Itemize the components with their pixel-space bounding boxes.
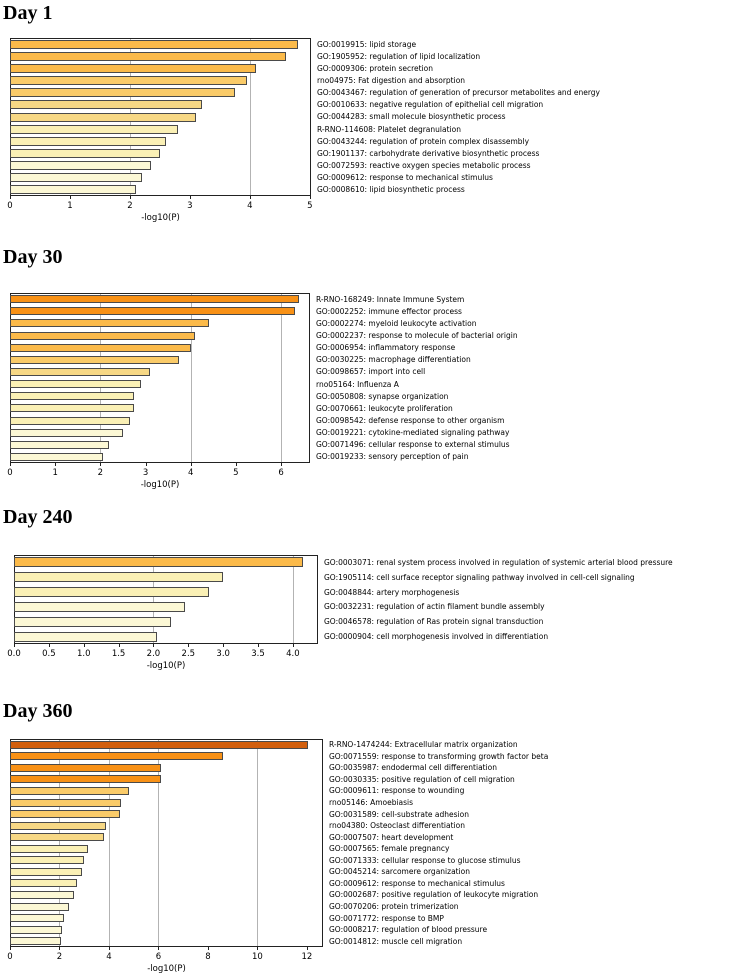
significance-gridline bbox=[257, 740, 258, 946]
chart-title: Day 30 bbox=[3, 246, 63, 268]
x-tick-label: 3 bbox=[142, 468, 149, 478]
x-tick-label: 1 bbox=[52, 468, 58, 478]
bar-category-label: GO:0030225: macrophage differentiation bbox=[316, 355, 471, 365]
bar bbox=[10, 741, 308, 749]
bar bbox=[10, 891, 74, 899]
bar-category-label: GO:0009612: response to mechanical stimulus bbox=[329, 878, 505, 888]
x-tick-mark bbox=[257, 947, 258, 950]
bar-category-label: GO:0008610: lipid biosynthetic process bbox=[317, 185, 465, 195]
bar-category-label: GO:1905114: cell surface receptor signaling pathway involved in cell-cell signaling bbox=[324, 572, 635, 582]
bar-category-label: GO:0030335: positive regulation of cell migration bbox=[329, 774, 515, 784]
x-tick-label: 1.0 bbox=[76, 649, 91, 659]
bar-category-label: GO:0098542: defense response to other organism bbox=[316, 415, 505, 425]
bar bbox=[10, 799, 121, 807]
x-axis-label: -log10(P) bbox=[141, 213, 180, 223]
bar-category-label: GO:0002687: positive regulation of leukocyte migration bbox=[329, 890, 539, 900]
x-tick-label: 5 bbox=[233, 468, 239, 478]
bar-category-label: GO:0071559: response to transforming growth factor beta bbox=[329, 751, 549, 761]
x-tick-label: 2 bbox=[127, 201, 133, 211]
x-tick-label: 2.0 bbox=[146, 649, 161, 659]
bar-category-label: GO:0035987: endodermal cell differentiation bbox=[329, 763, 498, 773]
bar bbox=[10, 926, 62, 934]
bar bbox=[10, 856, 84, 864]
x-tick-label: 6 bbox=[278, 468, 284, 478]
bar-category-label: GO:0014812: muscle cell migration bbox=[329, 936, 463, 946]
bar-category-label: GO:0043467: regulation of generation of precursor metabolites and energy bbox=[317, 88, 600, 98]
bar-category-label: GO:0007507: heart development bbox=[329, 832, 454, 842]
bar bbox=[10, 845, 88, 853]
x-axis-label: -log10(P) bbox=[140, 480, 180, 490]
bar-category-label: GO:0043244: regulation of protein complex disassembly bbox=[317, 136, 530, 146]
bar-category-label: GO:0044283: small molecule biosynthetic process bbox=[317, 112, 506, 122]
bar bbox=[10, 752, 223, 760]
bar bbox=[10, 810, 120, 818]
x-tick-label: 1.5 bbox=[111, 649, 126, 659]
x-tick-mark bbox=[59, 947, 60, 950]
bar-category-label: GO:1901137: carbohydrate derivative biosynthetic process bbox=[317, 148, 540, 158]
bar-category-label: GO:0070661: leukocyte proliferation bbox=[316, 403, 453, 413]
bar-category-label: GO:0006954: inflammatory response bbox=[316, 343, 456, 353]
x-axis-label: -log10(P) bbox=[147, 964, 186, 974]
bar-category-label: GO:0009611: response to wounding bbox=[329, 786, 465, 796]
bar bbox=[10, 764, 161, 772]
bar-category-label: GO:0070206: protein trimerization bbox=[329, 902, 459, 912]
bar-category-label: GO:0019915: lipid storage bbox=[317, 39, 417, 49]
x-tick-label: 0 bbox=[7, 201, 13, 211]
bar-category-label: GO:0002252: immune effector process bbox=[316, 306, 462, 316]
bar bbox=[10, 914, 64, 922]
bar bbox=[10, 879, 77, 887]
bar-category-label: GO:0009306: protein secretion bbox=[317, 63, 434, 73]
bar-category-label: GO:0019233: sensory perception of pain bbox=[316, 452, 469, 462]
bar-category-label: GO:0071333: cellular response to glucose stimulus bbox=[329, 855, 521, 865]
bar-category-label: GO:0031589: cell-substrate adhesion bbox=[329, 809, 469, 819]
x-tick-label: 4.0 bbox=[286, 649, 300, 659]
x-tick-label: 0.5 bbox=[42, 649, 56, 659]
bar bbox=[10, 903, 69, 911]
bar-category-label: GO:0046578: regulation of Ras protein signal transduction bbox=[324, 617, 544, 627]
bar-category-label: GO:0007565: female pregnancy bbox=[329, 844, 450, 854]
bar-category-label: rno04380: Osteoclast differentiation bbox=[329, 821, 465, 831]
bar-category-label: GO:0002237: response to molecule of bacterial origin bbox=[316, 330, 518, 340]
x-tick-label: 12 bbox=[301, 952, 313, 962]
x-tick-label: 6 bbox=[155, 952, 162, 962]
chart-title: Day 360 bbox=[3, 700, 73, 722]
x-tick-mark bbox=[109, 947, 110, 950]
x-tick-mark bbox=[10, 947, 11, 950]
bar-category-label: GO:0019221: cytokine-mediated signaling pathway bbox=[316, 428, 510, 438]
bar-category-label: GO:0009612: response to mechanical stimulus bbox=[317, 173, 493, 183]
bar-category-label: rno04975: Fat digestion and absorption bbox=[317, 76, 466, 86]
x-tick-label: 2 bbox=[56, 952, 63, 962]
bar bbox=[10, 833, 104, 841]
x-tick-label: 10 bbox=[252, 952, 263, 962]
bar-category-label: R-RNO-1474244: Extracellular matrix organization bbox=[329, 740, 518, 750]
x-tick-label: 3.0 bbox=[216, 649, 230, 659]
bar-category-label: GO:0008217: regulation of blood pressure bbox=[329, 925, 488, 935]
bar-category-label: GO:0050808: synapse organization bbox=[316, 391, 449, 401]
bar-category-label: GO:0071496: cellular response to external stimulus bbox=[316, 440, 510, 450]
bar-category-label: GO:0098657: import into cell bbox=[316, 367, 426, 377]
bar-category-label: GO:0048844: artery morphogenesis bbox=[324, 587, 460, 597]
chart-title: Day 240 bbox=[3, 506, 73, 528]
x-tick-label: 0 bbox=[7, 468, 13, 478]
x-tick-label: 3 bbox=[187, 201, 193, 211]
bar-category-label: GO:0072593: reactive oxygen species metabolic process bbox=[317, 161, 531, 171]
x-tick-mark bbox=[208, 947, 209, 950]
x-tick-label: 4 bbox=[188, 468, 194, 478]
x-tick-label: 1 bbox=[67, 201, 73, 211]
bar-category-label: GO:0032231: regulation of actin filament bundle assembly bbox=[324, 602, 545, 612]
bar-category-label: R-RNO-168249: Innate Immune System bbox=[316, 294, 465, 304]
x-tick-label: 5 bbox=[307, 201, 313, 211]
x-tick-label: 4 bbox=[106, 952, 112, 962]
x-tick-label: 8 bbox=[205, 952, 211, 962]
x-tick-label: 2.5 bbox=[181, 649, 196, 659]
x-tick-label: 3.5 bbox=[251, 649, 265, 659]
bar-category-label: GO:0045214: sarcomere organization bbox=[329, 867, 471, 877]
x-tick-label: 2 bbox=[97, 468, 104, 478]
bar-category-label: GO:1905952: regulation of lipid localization bbox=[317, 51, 481, 61]
bar-category-label: GO:0003071: renal system process involved in regulation of systemic arterial blood pressure bbox=[324, 557, 673, 567]
x-tick-label: 0 bbox=[7, 952, 13, 962]
bar-category-label: GO:0010633: negative regulation of epithelial cell migration bbox=[317, 100, 544, 110]
bar bbox=[10, 822, 106, 830]
bar bbox=[10, 937, 61, 945]
x-axis-label: -log10(P) bbox=[146, 661, 186, 671]
bar-category-label: GO:0071772: response to BMP bbox=[329, 913, 444, 923]
x-tick-label: 4 bbox=[247, 201, 253, 211]
chart-title: Day 1 bbox=[3, 2, 53, 24]
bar bbox=[10, 787, 129, 795]
bar-category-label: GO:0002274: myeloid leukocyte activation bbox=[316, 318, 477, 328]
bar-category-label: GO:0000904: cell morphogenesis involved in differentiation bbox=[324, 632, 549, 642]
bar-category-label: rno05146: Amoebiasis bbox=[329, 798, 414, 808]
bar bbox=[10, 775, 161, 783]
bar-category-label: R-RNO-114608: Platelet degranulation bbox=[317, 124, 461, 134]
x-tick-mark bbox=[307, 947, 308, 950]
x-tick-label: 0.0 bbox=[7, 649, 21, 659]
bar bbox=[10, 868, 82, 876]
bar-category-label: rno05164: Influenza A bbox=[316, 379, 399, 389]
x-tick-mark bbox=[158, 947, 159, 950]
